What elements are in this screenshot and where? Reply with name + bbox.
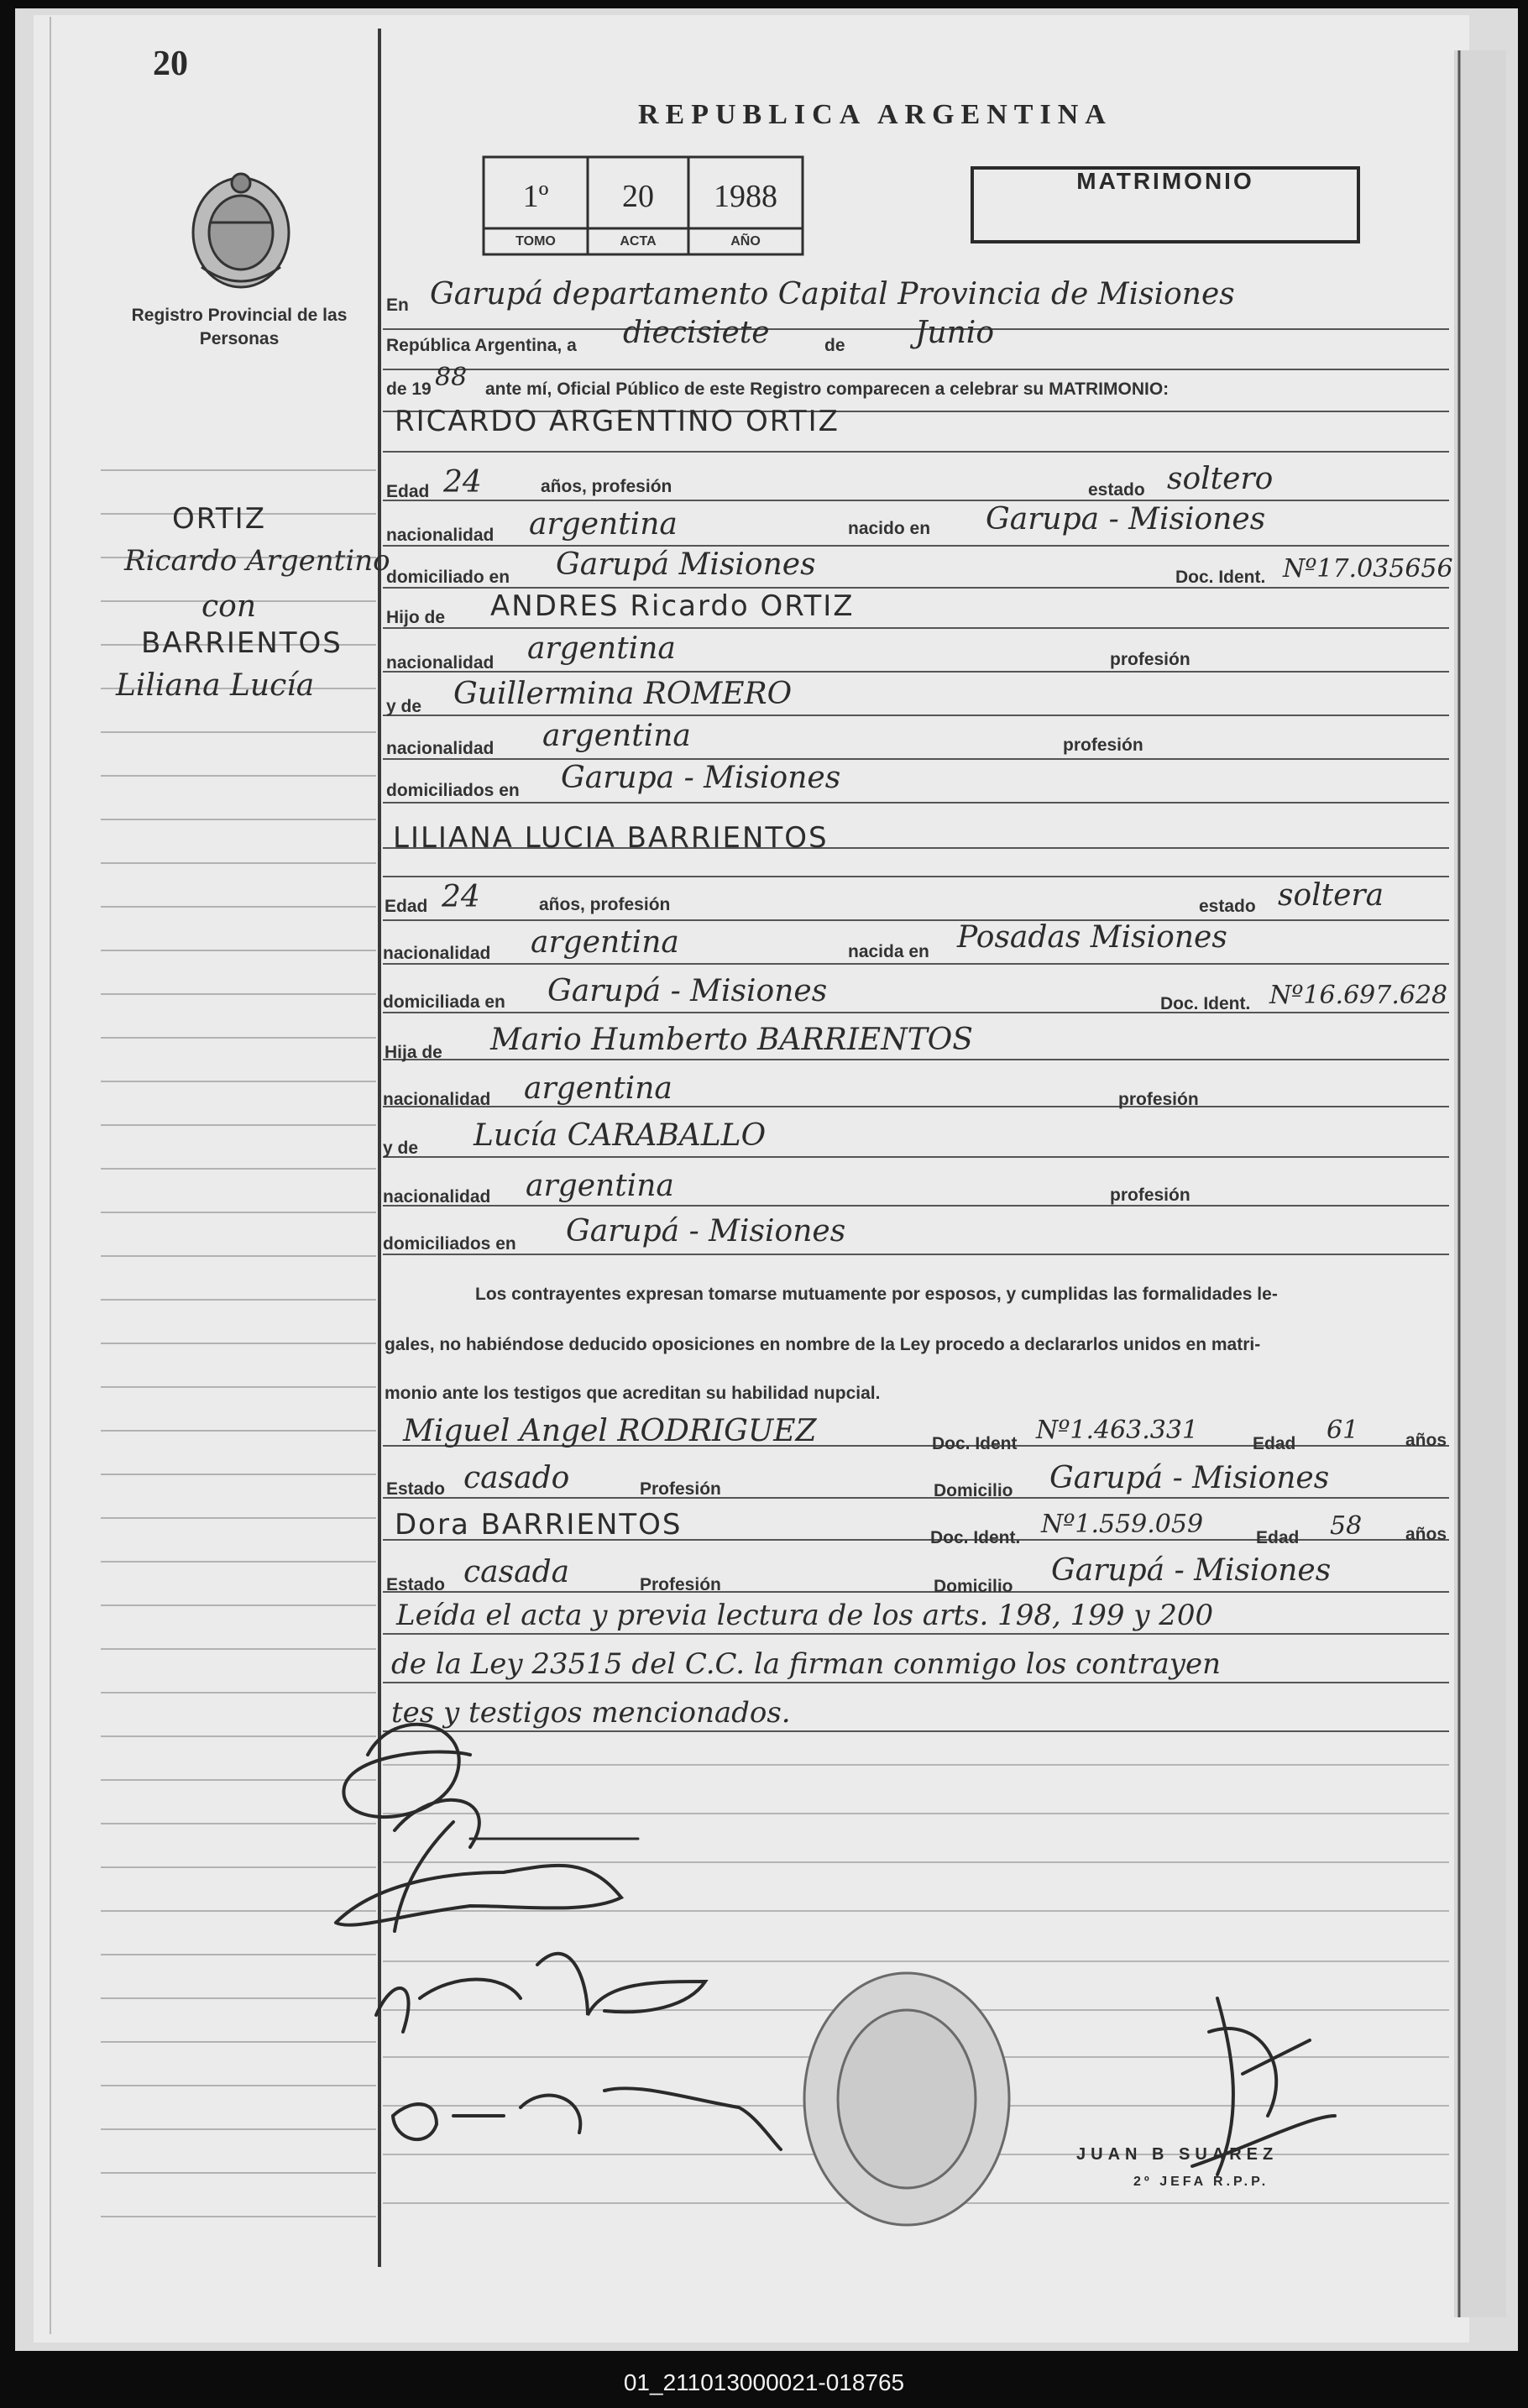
label-domiciliado-en: domiciliado en bbox=[386, 568, 510, 587]
label-edad: Edad bbox=[1256, 1528, 1300, 1547]
official-seal bbox=[804, 1973, 1009, 2225]
document-title: REPUBLICA ARGENTINA bbox=[638, 99, 1112, 130]
label-republica: República Argentina, a bbox=[386, 336, 577, 355]
label-doc-ident: Doc. Ident. bbox=[1160, 994, 1251, 1013]
witness-2-domicilio: Garupá - Misiones bbox=[1051, 1553, 1332, 1588]
label-profesion: profesión bbox=[1063, 735, 1143, 755]
groom-doc: Nº17.035656 bbox=[1283, 554, 1453, 584]
bride-doc: Nº16.697.628 bbox=[1269, 981, 1448, 1010]
bride-madre-nac: argentina bbox=[526, 1169, 674, 1203]
closing-line-3: tes y testigos mencionados. bbox=[391, 1696, 791, 1730]
label-edad: Edad bbox=[386, 482, 430, 501]
page-sheet bbox=[34, 15, 1469, 2343]
label-edad: Edad bbox=[385, 897, 428, 916]
ruled-lines bbox=[101, 470, 376, 2217]
label-nacionalidad: nacionalidad bbox=[383, 1187, 491, 1207]
bride-name: LILIANA LUCIA BARRIENTOS bbox=[393, 821, 829, 855]
margin-name-bride: Liliana Lucía bbox=[116, 668, 315, 703]
official-stamp-name: JUAN B SUAREZ bbox=[1076, 2145, 1279, 2164]
tomo-value: 1º bbox=[522, 179, 549, 214]
official-stamp-role: 2º JEFA R.P.P. bbox=[1133, 2175, 1269, 2189]
witness-1-name: Miguel Angel RODRIGUEZ bbox=[403, 1414, 817, 1448]
margin-surname-groom: ORTIZ bbox=[172, 502, 266, 536]
label-en: En bbox=[386, 296, 409, 315]
label-domicilio: Domicilio bbox=[934, 1577, 1013, 1596]
anio-intro-value: 88 bbox=[435, 363, 468, 392]
closing-line-2: de la Ley 23515 del C.C. la firman conmigo los contrayen bbox=[391, 1647, 1222, 1681]
statement-line-3: monio ante los testigos que acreditan su habilidad nupcial. bbox=[385, 1384, 881, 1403]
label-doc-ident: Doc. Ident. bbox=[930, 1528, 1021, 1547]
groom-name: RICARDO ARGENTINO ORTIZ bbox=[395, 405, 840, 438]
witness-2-doc: Nº1.559.059 bbox=[1041, 1510, 1204, 1539]
page-edge bbox=[1454, 50, 1506, 2317]
bride-padre-nac: argentina bbox=[524, 1071, 672, 1106]
margin-name-groom: Ricardo Argentino bbox=[124, 544, 390, 578]
file-identifier: 01_211013000021-018765 bbox=[623, 2369, 905, 2395]
label-doc-ident: Doc. Ident. bbox=[1175, 568, 1266, 587]
label-estado: estado bbox=[1088, 480, 1145, 500]
registry-name: Registro Provincial de las Personas bbox=[131, 306, 348, 348]
bride-domicilio: Garupá - Misiones bbox=[547, 974, 828, 1008]
label-ante: ante mí, Oficial Público de este Registro comparecen a celebrar su MATRIMONIO: bbox=[485, 380, 1170, 399]
label-profesion: profesión bbox=[1110, 1186, 1190, 1205]
witness-1-edad: 61 bbox=[1327, 1416, 1359, 1445]
closing-line-1: Leída el acta y previa lectura de los arts. 198, 199 y 200 bbox=[396, 1599, 1214, 1632]
bride-nacida-en: Posadas Misiones bbox=[957, 920, 1227, 955]
label-edad: Edad bbox=[1253, 1434, 1296, 1453]
lugar-value: Garupá departamento Capital Provincia de Misiones bbox=[430, 277, 1235, 311]
label-nacionalidad: nacionalidad bbox=[386, 739, 495, 758]
groom-domicilio: Garupá Misiones bbox=[556, 547, 816, 582]
bride-madre: Lucía CARABALLO bbox=[474, 1118, 767, 1153]
label-anos: años bbox=[1405, 1431, 1447, 1450]
acta-label: ACTA bbox=[620, 234, 657, 249]
label-hijo-de: Hijo de bbox=[386, 608, 446, 627]
label-profesion: Profesión bbox=[640, 1479, 721, 1499]
witness-1-estado: casado bbox=[463, 1461, 570, 1495]
label-nacionalidad: nacionalidad bbox=[383, 1090, 491, 1109]
statement-line-1: Los contrayentes expresan tomarse mutuamente por esposos, y cumplidas las formalidades le- bbox=[475, 1285, 1278, 1304]
label-domicilio: Domicilio bbox=[934, 1481, 1013, 1500]
label-de: de bbox=[824, 336, 845, 355]
label-hija-de: Hija de bbox=[385, 1043, 442, 1062]
anio-value: 1988 bbox=[714, 179, 777, 214]
label-y-de: y de bbox=[383, 1139, 419, 1158]
label-nacido-en: nacido en bbox=[848, 519, 931, 538]
anio-label: AÑO bbox=[730, 234, 761, 249]
label-nacionalidad: nacionalidad bbox=[386, 526, 495, 545]
bride-estado: soltera bbox=[1278, 878, 1384, 913]
acta-value: 20 bbox=[622, 179, 654, 214]
label-nacionalidad: nacionalidad bbox=[386, 653, 495, 673]
tomo-label: TOMO bbox=[515, 234, 556, 249]
label-nacionalidad: nacionalidad bbox=[383, 944, 491, 963]
label-profesion: profesión bbox=[1110, 650, 1190, 669]
margin-surname-bride: BARRIENTOS bbox=[141, 626, 343, 660]
groom-nacionalidad: argentina bbox=[529, 507, 678, 542]
label-anos: años bbox=[1405, 1525, 1447, 1544]
groom-madre: Guillermina ROMERO bbox=[453, 677, 793, 711]
label-domiciliados-en: domiciliados en bbox=[386, 781, 520, 800]
bride-edad: 24 bbox=[442, 880, 480, 914]
label-anos-profesion: años, profesión bbox=[541, 477, 672, 496]
groom-nacido-en: Garupa - Misiones bbox=[986, 502, 1266, 537]
statement-line-2: gales, no habiéndose deducido oposiciones en nombre de la Ley procedo a declararlos unidos en matri- bbox=[385, 1335, 1261, 1354]
witness-1-domicilio: Garupá - Misiones bbox=[1049, 1461, 1330, 1495]
label-anos-profesion: años, profesión bbox=[539, 895, 671, 914]
label-nacida-en: nacida en bbox=[848, 942, 929, 961]
label-estado: estado bbox=[1199, 897, 1256, 916]
margin-con: con bbox=[201, 589, 257, 624]
bride-nacionalidad: argentina bbox=[531, 925, 679, 960]
groom-edad: 24 bbox=[443, 465, 482, 500]
dia-value: diecisiete bbox=[623, 316, 770, 350]
label-estado: Estado bbox=[386, 1575, 446, 1594]
label-estado: Estado bbox=[386, 1479, 446, 1499]
label-profesion: profesión bbox=[1118, 1090, 1199, 1109]
bride-padres-dom: Garupá - Misiones bbox=[566, 1214, 846, 1248]
act-type: MATRIMONIO bbox=[1076, 168, 1254, 194]
mes-value: Junio bbox=[915, 316, 994, 350]
label-profesion: Profesión bbox=[640, 1575, 721, 1594]
groom-estado: soltero bbox=[1167, 462, 1274, 496]
page-number: 20 bbox=[153, 44, 188, 83]
witness-2-estado: casada bbox=[463, 1555, 570, 1589]
groom-madre-nac: argentina bbox=[542, 719, 691, 753]
witness-2-edad: 58 bbox=[1330, 1511, 1363, 1541]
bride-padre: Mario Humberto BARRIENTOS bbox=[490, 1023, 973, 1057]
groom-padre-nac: argentina bbox=[527, 631, 676, 666]
label-y-de: y de bbox=[386, 697, 422, 716]
label-year-prefix: de 19 bbox=[386, 380, 432, 399]
groom-padres-dom: Garupa - Misiones bbox=[561, 761, 841, 795]
label-domiciliados-en: domiciliados en bbox=[383, 1234, 516, 1254]
label-doc-ident: Doc. Ident bbox=[932, 1434, 1018, 1453]
witness-2-name: Dora BARRIENTOS bbox=[395, 1508, 683, 1542]
label-domiciliada-en: domiciliada en bbox=[383, 992, 505, 1012]
witness-1-doc: Nº1.463.331 bbox=[1036, 1416, 1199, 1445]
groom-padre: ANDRES Ricardo ORTIZ bbox=[490, 589, 855, 623]
